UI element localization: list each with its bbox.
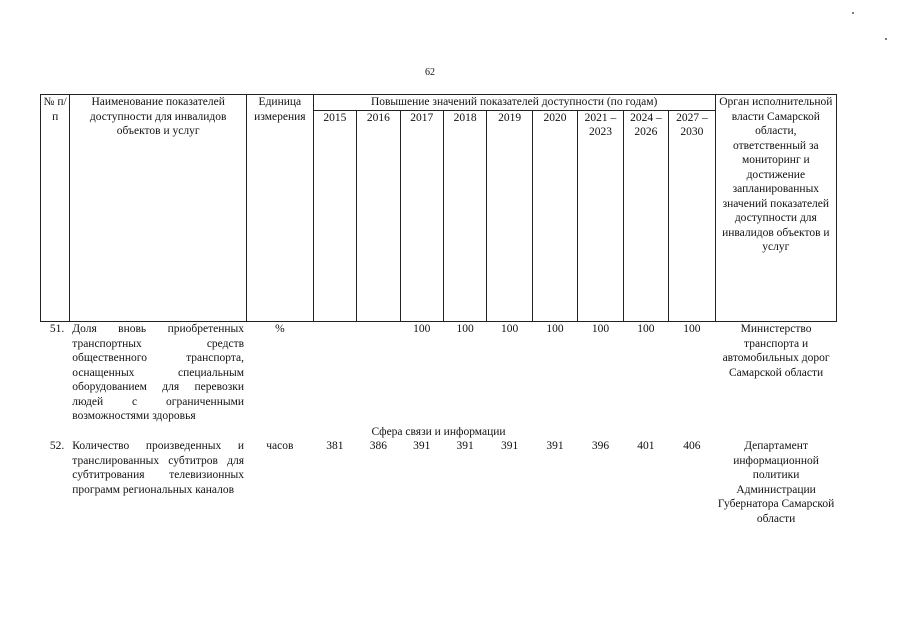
row-value: 100 <box>456 323 474 335</box>
accessibility-indicators-table <box>40 94 837 526</box>
section-row <box>41 424 837 440</box>
row-value: 391 <box>456 440 474 452</box>
year-2017: 2017 <box>400 110 443 322</box>
year-2015: 2015 <box>313 110 356 322</box>
row-value: 391 <box>546 440 564 452</box>
row-value: 100 <box>637 323 655 335</box>
row-num: 52. <box>49 440 65 452</box>
row-unit: % <box>275 323 285 335</box>
row-value: 406 <box>683 440 701 452</box>
row-value: 100 <box>591 323 610 335</box>
row-unit: часов <box>266 440 294 452</box>
row-name: Доля вновь приобретенных транспортных средств общественного транспорта, оснащенных специальным оборудованием для перевозки людей с ограниченными возможностями здоровья <box>72 323 245 422</box>
year-2018: 2018 <box>443 110 486 322</box>
header-growth: Повышение значений показателей доступности (по годам) <box>313 95 715 111</box>
row-num: 51. <box>49 323 65 335</box>
year-2021-2023: 2021 – 2023 <box>578 110 623 322</box>
row-value: 391 <box>500 440 519 452</box>
row-value: 381 <box>326 440 344 452</box>
header-num: № п/п <box>41 95 70 322</box>
row-value: 100 <box>546 323 564 335</box>
table-row <box>41 322 837 424</box>
scan-speck <box>885 38 887 40</box>
table-row <box>41 439 837 526</box>
row-value: 100 <box>683 323 701 335</box>
header-name: Наименование показателей доступности для инвалидов объектов и услуг <box>70 95 247 322</box>
row-org: Департамент информационной политики Администрации Губернатора Самарской области <box>717 440 835 525</box>
row-value: 396 <box>591 440 610 452</box>
year-2020: 2020 <box>532 110 577 322</box>
row-value: 386 <box>369 440 387 452</box>
row-value <box>313 322 356 424</box>
year-2016: 2016 <box>357 110 400 322</box>
year-2027-2030: 2027 – 2030 <box>669 110 716 322</box>
header-org: Орган исполнительной власти Самарской области, ответственный за мониторинг и достижение запланированных значений показателей доступности для инвалидов объектов и услуг <box>715 95 836 322</box>
year-2019: 2019 <box>487 110 532 322</box>
scan-speck <box>852 12 854 14</box>
row-value: 100 <box>500 323 519 335</box>
row-value: 391 <box>413 440 431 452</box>
row-org: Министерство транспорта и автомобильных дорог Самарской области <box>722 323 830 379</box>
page-number: 62 <box>425 67 435 78</box>
row-name: Количество произведенных и транслированных субтитров для субтитрования телевизионных программ региональных каналов <box>72 440 245 496</box>
header-unit: Единица измерения <box>247 95 314 322</box>
row-value <box>357 322 400 424</box>
row-value: 401 <box>637 440 655 452</box>
row-value: 100 <box>413 323 431 335</box>
year-2024-2026: 2024 – 2026 <box>623 110 668 322</box>
section-title: Сфера связи и информации <box>371 425 506 438</box>
